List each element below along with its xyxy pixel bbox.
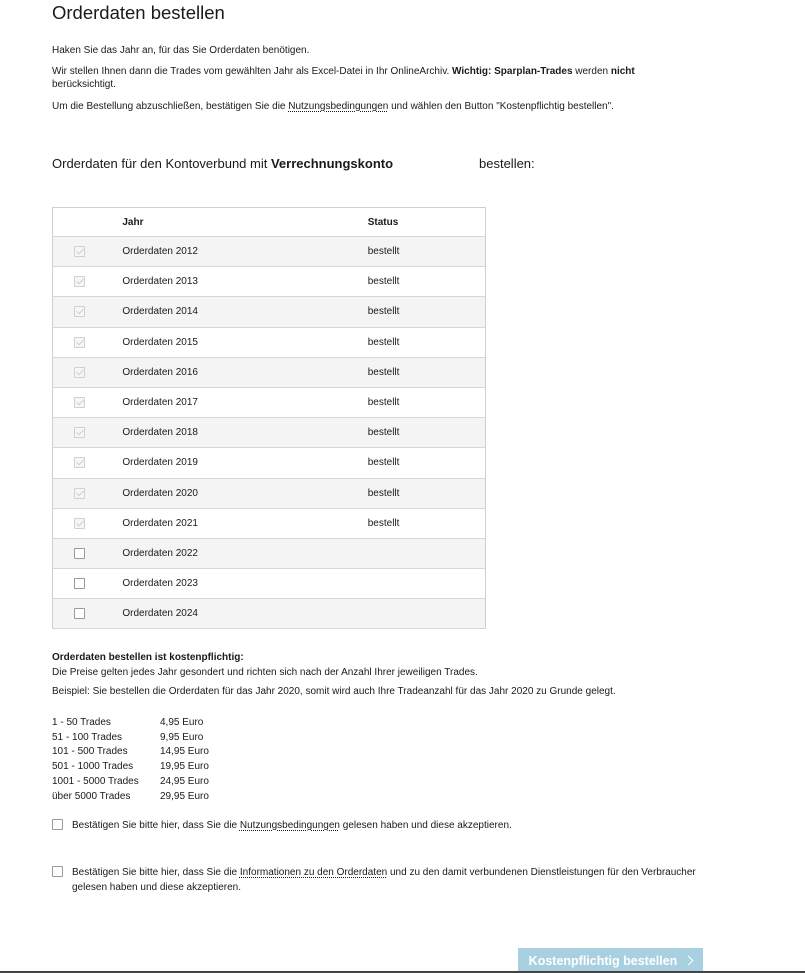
row-status: bestellt [368, 387, 486, 417]
confirm-terms-text-b: gelesen haben und diese akzeptieren. [339, 820, 512, 831]
row-status [368, 599, 486, 629]
price-tier-row [52, 774, 209, 789]
submit-order-label: Kostenpflichtig bestellen [528, 953, 678, 968]
header-check-cell [53, 208, 123, 237]
tier-range: 501 - 1000 Trades [52, 761, 134, 773]
table-header-row [53, 208, 486, 237]
confirm-terms-text-a: Bestätigen Sie bitte hier, dass Sie die [72, 820, 240, 831]
row-year: Orderdaten 2020 [122, 478, 367, 508]
confirm-info-link[interactable]: Informationen zu den Orderdaten [239, 867, 388, 878]
subheading-suffix: bestellen: [479, 156, 535, 171]
row-check-cell [53, 569, 123, 599]
row-check-cell [53, 297, 123, 327]
row-year: Orderdaten 2017 [122, 387, 367, 417]
row-status: bestellt [368, 418, 486, 448]
header-year: Jahr [122, 208, 367, 237]
price-list [52, 715, 209, 804]
year-checkbox [74, 488, 85, 499]
row-year: Orderdaten 2015 [122, 327, 367, 357]
row-status [368, 569, 486, 599]
table-row [53, 448, 486, 478]
row-check-cell [53, 538, 123, 568]
tier-price: 4,95 Euro [160, 716, 204, 728]
tier-range: über 5000 Trades [52, 790, 131, 802]
row-year: Orderdaten 2012 [122, 237, 367, 267]
confirm-terms-text [72, 818, 702, 833]
row-year: Orderdaten 2016 [122, 357, 367, 387]
row-check-cell [53, 599, 123, 629]
year-checkbox[interactable] [74, 578, 85, 589]
row-check-cell [53, 327, 123, 357]
year-checkbox [74, 306, 85, 317]
price-tier-row [52, 730, 209, 745]
terms-link[interactable]: Nutzungsbedingungen [288, 101, 389, 112]
intro-line-2-text-b: werden [572, 66, 611, 77]
tier-price: 24,95 Euro [160, 776, 209, 788]
table-row [53, 267, 486, 297]
confirm-info-text-b: und zu den damit verbundenen Dienstleistungen für den Verbraucher gelesen haben und diese akzeptieren. [72, 867, 696, 893]
row-status: bestellt [368, 327, 486, 357]
intro-line-3 [52, 101, 614, 114]
table-row [53, 599, 486, 629]
row-status: bestellt [368, 237, 486, 267]
year-checkbox [74, 518, 85, 529]
row-status: bestellt [368, 448, 486, 478]
row-check-cell [53, 357, 123, 387]
year-checkbox [74, 246, 85, 257]
intro-line-2-text-c: berücksichtigt. [52, 78, 116, 90]
confirm-terms-link[interactable]: Nutzungsbedingungen [239, 820, 340, 831]
row-status: bestellt [368, 508, 486, 538]
confirm-info-checkbox[interactable] [52, 866, 63, 877]
intro-line-3-text: Um die Bestellung abzuschließen, bestätigen Sie die [52, 101, 289, 112]
table-row [53, 357, 486, 387]
tier-range: 1 - 50 Trades [52, 716, 111, 728]
row-check-cell [53, 508, 123, 538]
row-check-cell [53, 478, 123, 508]
table-row [53, 569, 486, 599]
intro-important-label: Wichtig: Sparplan-Trades [452, 66, 573, 77]
row-year: Orderdaten 2023 [122, 569, 367, 599]
row-year: Orderdaten 2018 [122, 418, 367, 448]
row-status [368, 538, 486, 568]
year-checkbox [74, 457, 85, 468]
row-check-cell [53, 418, 123, 448]
row-year: Orderdaten 2024 [122, 599, 367, 629]
row-check-cell [53, 387, 123, 417]
orders-table [52, 207, 486, 629]
header-status: Status [368, 208, 486, 237]
intro-line-1: Haken Sie das Jahr an, für das Sie Orderdaten benötigen. [52, 45, 310, 56]
pricing-example: Beispiel: Sie bestellen die Orderdaten für das Jahr 2020, somit wird auch Ihre Tradeanzahl für das Jahr 2020 zu Grunde gelegt. [52, 686, 616, 697]
submit-order-button[interactable] [518, 948, 703, 973]
confirm-info-text-a: Bestätigen Sie bitte hier, dass Sie die [72, 867, 240, 878]
row-year: Orderdaten 2019 [122, 448, 367, 478]
table-row [53, 327, 486, 357]
account-subheading [52, 156, 535, 171]
table-row [53, 418, 486, 448]
page-title: Orderdaten bestellen [52, 2, 225, 23]
row-year: Orderdaten 2022 [122, 538, 367, 568]
row-check-cell [53, 448, 123, 478]
tier-range: 1001 - 5000 Trades [52, 776, 139, 788]
confirm-terms-checkbox[interactable] [52, 819, 63, 830]
table-row [53, 297, 486, 327]
tier-price: 14,95 Euro [160, 746, 209, 758]
tier-price: 9,95 Euro [160, 731, 204, 743]
row-year: Orderdaten 2014 [122, 297, 367, 327]
year-checkbox [74, 367, 85, 378]
price-tier-row [52, 715, 209, 730]
subheading-account-label: Verrechnungskonto [270, 156, 394, 171]
year-checkbox [74, 276, 85, 287]
year-checkbox[interactable] [74, 608, 85, 619]
row-year: Orderdaten 2021 [122, 508, 367, 538]
intro-not-label: nicht [610, 66, 635, 77]
row-status: bestellt [368, 478, 486, 508]
row-check-cell [53, 237, 123, 267]
pricing-line-1: Die Preise gelten jedes Jahr gesondert und richten sich nach der Anzahl Ihrer jeweiligen Trades. [52, 667, 478, 678]
year-checkbox[interactable] [74, 548, 85, 559]
intro-line-2-text: Wir stellen Ihnen dann die Trades vom gewählten Jahr als Excel-Datei in Ihr OnlineArchiv. [52, 66, 453, 77]
year-checkbox [74, 427, 85, 438]
intro-line-2 [52, 66, 692, 91]
row-status: bestellt [368, 297, 486, 327]
table-row [53, 478, 486, 508]
price-tier-row [52, 745, 209, 760]
chevron-right-icon [684, 956, 694, 966]
row-check-cell [53, 267, 123, 297]
row-status: bestellt [368, 357, 486, 387]
table-row [53, 387, 486, 417]
tier-price: 29,95 Euro [160, 790, 209, 802]
subheading-prefix: Orderdaten für den Kontoverbund mit [52, 156, 271, 171]
price-tier-row [52, 789, 209, 804]
price-tier-row [52, 759, 209, 774]
table-row [53, 237, 486, 267]
year-checkbox [74, 397, 85, 408]
confirm-info-text [72, 865, 702, 895]
table-row [53, 538, 486, 568]
row-status: bestellt [368, 267, 486, 297]
tier-price: 19,95 Euro [160, 761, 209, 773]
table-row [53, 508, 486, 538]
intro-line-3-text-b: und wählen den Button "Kostenpflichtig bestellen". [388, 101, 614, 112]
year-checkbox [74, 337, 85, 348]
pricing-heading: Orderdaten bestellen ist kostenpflichtig: [52, 652, 244, 663]
row-year: Orderdaten 2013 [122, 267, 367, 297]
tier-range: 101 - 500 Trades [52, 746, 128, 758]
tier-range: 51 - 100 Trades [52, 731, 123, 743]
